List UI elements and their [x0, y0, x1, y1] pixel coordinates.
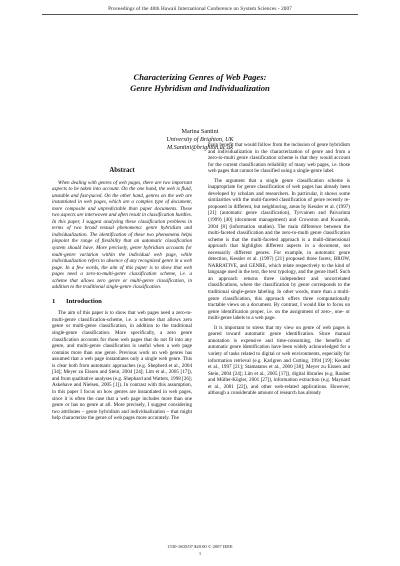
author-name: Marina Santini: [181, 128, 219, 135]
right-paragraph-3: It is important to stress that my view on genre of web pages is geared toward automatic genre identification. Since manual annotation is expensive and time-consuming, the benefits of automatic genre identification have been widely acknowledged for a variety of tasks related to digital or web environments, especially for information retrieval (e.g. Karlgren and Cutting, 1994 [19]; Kessler et al., 1997 [21]; Stamatatos et al., 2000 [38]; Meyer zu Eissen and Stein, 2004 [24]; Lim et al., 2005 [17]), digital libraries (e.g. Rauber and Müller-Kögler, 2001 [27]), information extraction (e.g. Maynard et al., 2001 [22]), and other web-related applications. However, although a considerable amount of research has already: [208, 324, 350, 397]
section-heading: [52, 299, 192, 306]
author-email: M.Santini@brighton.ac.uk: [166, 143, 233, 151]
title-line-1: Characterizing Genres of Web Pages:: [133, 72, 267, 82]
section-number: 1: [52, 297, 56, 305]
right-column: [208, 142, 350, 400]
left-column: [52, 168, 192, 425]
intro-paragraph: The aim of this paper is to show that web pages need a zero-to-multi-genre classification-scheme, i.e. a scheme that allows zero genre or multi-genre classification, in addition to the traditional single-genre classification. More specifically, a zero genre classification accounts for those web pages that do not fit into any genre, and multi-genre classification is useful when a web page contains more than one genre. Previous work on web genres has assumed that a web page instantiates only a single web genre. This is clear both from automatic approaches (e.g. Shepherd et al., 2004 [34]; Meyer zu Eissen and Stein, 2004 [24]; Lim et al., 2005 [17]), and from qualitative analyses (e.g. Shephard and Watters, 1998 [36]; Askehave and Nielsen, 2005 [1]). In contrast with this assumption, in this paper I focus on how genres are instantiated in web pages, since it is often the case that a web page includes more than one genre or has no genre at all. More precisely, I suggest considering two attributes – genre hybridism and individualization – that might help characterize the genre of web pages more accurately. The: [52, 310, 192, 422]
paper-title: [40, 72, 360, 93]
abstract-heading: Abstract: [109, 167, 135, 174]
right-paragraph-1: main benefit that would follow from the inclusion of genre hybridism and individualization in the characterization of genre and from a zero-to-multi genre classification scheme is that they would account for the current classification reliability of many web pages, i.e. those web pages that cannot be classified using a single-genre label.: [208, 142, 350, 175]
title-line-2: Genre Hybridism and Individualization: [130, 82, 270, 93]
author-affiliation: University of Brighton, UK: [166, 135, 234, 143]
proceedings-header: Proceedings of the 40th Hawaii International Conference on System Sciences - 2007: [108, 6, 292, 12]
header-rule: [42, 14, 358, 15]
copyright-footer: 1530-1605/07 $20.00 © 2007 IEEE: [167, 544, 233, 549]
abstract-text: When dealing with genres of web pages, there are two important aspects to be taken into account. On the one hand, the web is fluid, unstable and fast-paced. On the other hand, genres on the web are instantiated in web pages, which are a complex type of document, more composite and unpredictable than paper documents. These two aspects are interwoven and often result in classification hurdles. In this paper, I suggest analyzing these classification problems in terms of two broad textual phenomena: genre hybridism and individualization. The identification of these two phenomena helps pinpoint the range of flexibility that an automatic classification system should have. More precisely, genre hybridism accounts for multi-genre variation within the individual web page, while individualization refers to absence of any recognized genre in a web page. In a few words, the aim of this paper is to show that web pages need a zero-to-multi-genre classification scheme, i.e. a scheme that allows zero genre or multi-genre classification, in addition to the traditional single-genre classification.: [52, 179, 192, 291]
section-title: Introduction: [66, 297, 102, 305]
right-paragraph-2: The argument that a single genre classification scheme is inappropriate for genre classification of web pages has already been developed by scholars and researchers. In particular, it shows some similarities with the multi-faceted classification of genre recently re-proposed in different, but neighboring, areas by Kessler et al. (1997) [21] (automatic genre classification), Tyrvainen and Paivarinta (1999) [40] (document management) and Crowston and Kwasnik, 2004 [8] (information studies). The main difference between the multi-faceted classification and the zero-to-multi genre classification scheme is that the multi-faceted approach is a multi-dimensional approach that highlights different aspects in a document, not necessarily different genres. For example, in automatic genre detection, Kessler et al. (1997) [21] proposed three facets, BROW, NARRATIVE, and GENRE, which relate respectively to the kind of language used in the text, the text typology, and the genre itself. Such an approach returns three independent and uncorrelated classifications, where the classification by genre corresponds to the traditional single-genre labeling. In other words, more than a multi-genre classification, this approach offers three computationally tractable views on a document. By contrast, I would like to focus on genre identification proper, i.e. on the assignment of zero-, one- or multi-genre labels to a web page.: [208, 177, 350, 322]
page-number: 1: [198, 551, 202, 556]
